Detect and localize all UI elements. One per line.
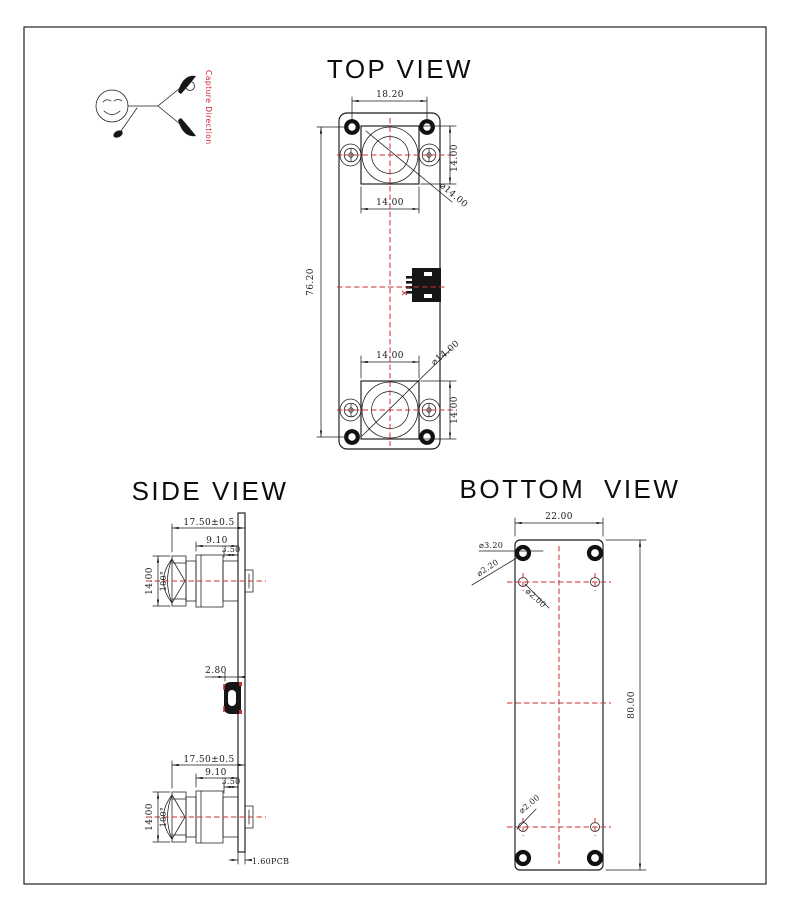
dim-cam1-lens-w: 14.00 [376,198,404,208]
top-view-camera-1 [340,126,452,202]
side-view-dimensions [145,518,289,866]
dim-hole-span-y: 76.20 [306,268,316,296]
logo-capture-direction [96,70,213,145]
side-view [132,476,290,866]
dim-cam2-total: 17.50±0.5 [183,755,235,765]
logo-flag-down-icon [178,118,196,136]
dim-cam1-lens-h: 14.00 [450,144,460,172]
corner-hole [517,547,529,559]
bottom-view-title: BOTTOM VIEW [459,474,681,504]
corner-hole [421,121,433,133]
dim-screw-hole-top-dia: ⌀2.00 [523,586,548,610]
sheet-border [24,27,766,884]
dim-screw-hole-bottom-dia: ⌀2.00 [517,792,542,816]
corner-hole [589,547,601,559]
logo-caption: Capture Direction [204,70,213,145]
dim-cam1-step: 3.50 [221,545,241,554]
dim-cam2-lens-h: 14.00 [450,396,460,424]
logo-foot-icon [112,129,124,139]
logo-head-icon [96,90,128,122]
logo-flag-up-icon [178,76,196,94]
dim-corner-hole-dia: ⌀3.20 [479,541,504,550]
dim-cam2-fov: 100° [159,806,168,828]
top-view-title: TOP VIEW [326,54,474,84]
dim-corner-hole-inner-dia: ⌀2.20 [475,557,501,579]
bottom-view [460,474,681,870]
dim-board-width: 22.00 [545,512,573,522]
dim-cam1-barrel: 9.10 [206,536,228,546]
dim-cam2-lens-w: 14.00 [376,351,404,361]
top-view-usb-connector [402,268,441,302]
top-view [306,54,473,449]
corner-hole [346,431,358,443]
dim-cam1-lens-dia: ⌀14.00 [437,180,470,211]
corner-hole [589,852,601,864]
dim-cam1-height: 14.00 [145,567,155,595]
dim-cam1-total: 17.50±0.5 [183,518,235,528]
dim-cam2-height: 14.00 [145,803,155,831]
side-view-usb-connector [224,682,242,714]
top-view-dimensions [306,90,469,439]
dia-leader-line [366,131,452,202]
dim-hole-span-x: 18.20 [376,90,404,100]
corner-hole [421,431,433,443]
dim-pcb-thickness: 1.60PCB [252,857,290,866]
corner-hole [346,121,358,133]
dim-connector-height: 2.80 [205,666,227,676]
side-view-title: SIDE VIEW [131,476,289,506]
dim-cam1-fov: 100° [159,570,168,592]
dim-cam2-barrel: 9.10 [205,768,227,778]
dim-cam2-lens-dia: ⌀14.00 [429,338,462,369]
corner-hole [517,852,529,864]
dim-cam2-step: 3.50 [221,777,241,786]
dim-board-length: 80.00 [627,691,637,719]
